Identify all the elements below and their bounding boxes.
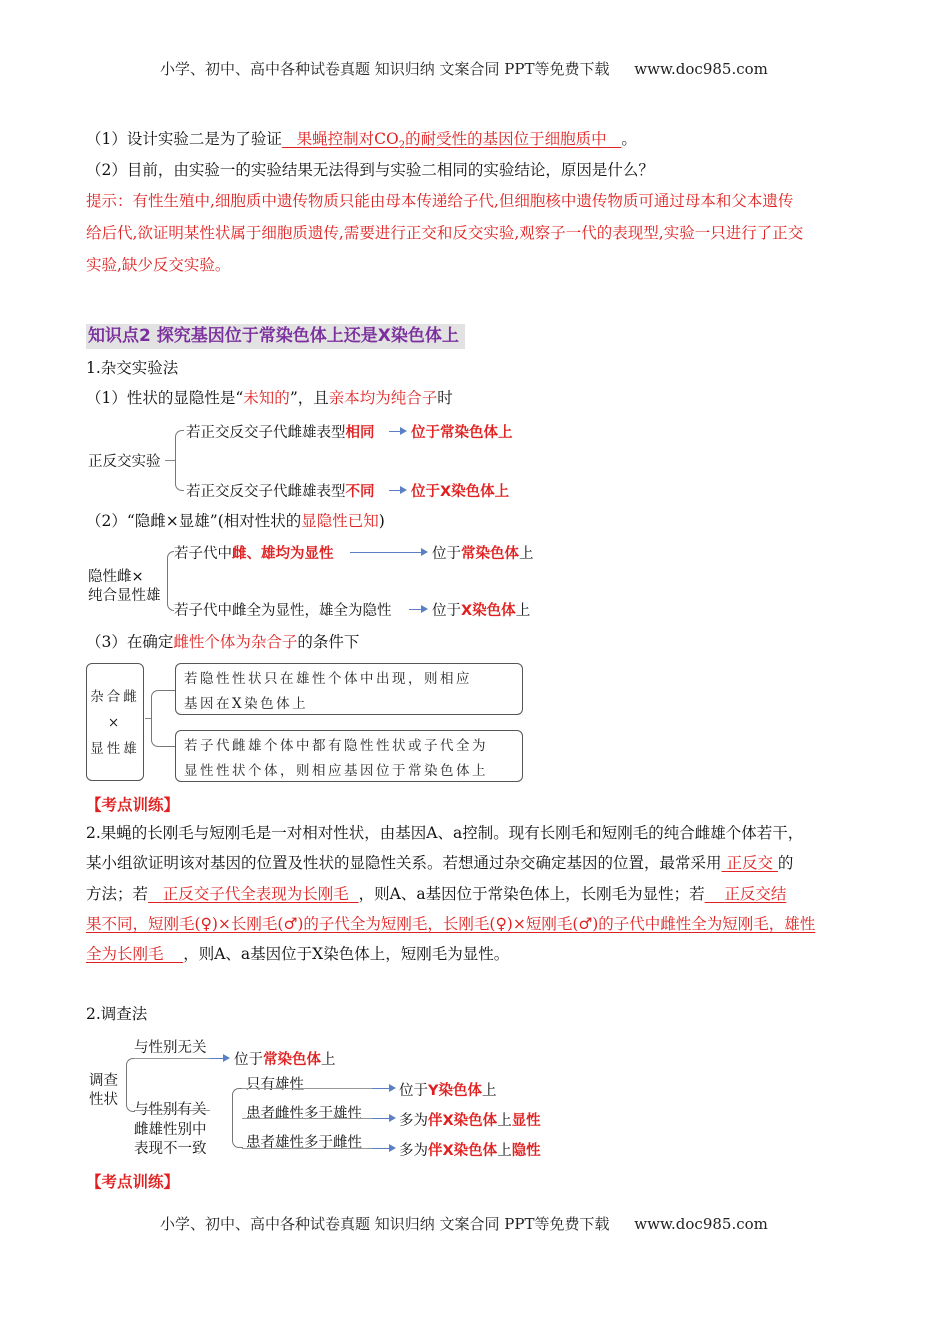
d3-box-2: 若子代雌雄个体中都有隐性性状或子代全为 显性性状个体，则相应基因位于常染色体上 xyxy=(175,730,523,782)
d4-branch-2: 与性别有关 xyxy=(134,1102,207,1118)
d4-branch-1: 与性别无关 xyxy=(134,1040,207,1056)
header-site: www.doc985.com xyxy=(634,60,768,78)
d3-box-1: 若隐性性状只在雄性个体中出现，则相应 基因在X染色体上 xyxy=(175,663,523,715)
d2-left-label: 隐性雌× 纯合显性雄 xyxy=(88,569,161,604)
method-1-case-2: （2）“隐雌×显雄”(相对性状的显隐性已知) xyxy=(86,512,385,530)
training-label-1: 【考点训练】 xyxy=(86,795,180,814)
method-1-case-1: （1）性状的显隐性是“未知的”，且亲本均为纯合子时 xyxy=(86,389,453,407)
t2-line-3: 方法；若 正反交子代全表现为长刚毛 ，则A、a基因位于常染色体上，长刚毛为显性；若 正反交结 xyxy=(86,885,787,903)
t2-line-4: 果不同，短刚毛(♀)×长刚毛(♂)的子代全为短刚毛，长刚毛(♀)×短刚毛(♂)的子代中雌性全为短刚毛，雄性 xyxy=(86,915,816,933)
q1-prefix: （1）设计实验二是为了验证 xyxy=(86,130,282,148)
d1-bottom-result: 位于X染色体上 xyxy=(411,484,510,500)
d1-top-result: 位于常染色体上 xyxy=(411,425,513,441)
d4-branch-2-sub: 雌雄性别中 表现不一致 xyxy=(134,1122,207,1157)
method-1-case-3: （3）在确定雌性个体为杂合子的条件下 xyxy=(86,633,360,651)
t2-line-2: 某小组欲证明该对基因的位置及性状的显隐性关系。若想通过杂交确定基因的位置，最常采用 正反交 的 xyxy=(86,854,794,872)
page-header xyxy=(160,58,768,79)
method-1-title: 1.杂交实验法 xyxy=(86,359,179,377)
page-footer xyxy=(160,1213,768,1234)
q1-answer: 果蝇控制对$CO_2$的耐受性的基因位于细胞质中 xyxy=(296,130,607,152)
d4-case-3-result: 多为伴X染色体上隐性 xyxy=(399,1143,541,1159)
d4-case-2: 患者雌性多于雄性 xyxy=(246,1106,362,1122)
method-2-title: 2.调查法 xyxy=(86,1005,148,1023)
d3-left-box: 杂合雌 × 显性雄 xyxy=(86,663,144,781)
d1-left-label: 正反交实验 xyxy=(88,454,161,470)
d1-bottom-text: 若正交反交子代雌雄表型不同 xyxy=(186,484,375,500)
training-label-2: 【考点训练】 xyxy=(86,1172,180,1191)
hint-line-2: 给后代,欲证明某性状属于细胞质遗传,需要进行正交和反交实验,观察子一代的表现型,实验一只进行了正交 xyxy=(86,224,804,242)
knowledge-point-title xyxy=(86,321,465,346)
footer-site: www.doc985.com xyxy=(634,1215,768,1233)
kp2-title-text: 知识点2 探究基因位于常染色体上还是X染色体上 xyxy=(86,324,465,349)
d4-case-2-result: 多为伴X染色体上显性 xyxy=(399,1113,541,1129)
footer-text: 小学、初中、高中各种试卷真题 知识归纳 文案合同 PPT等免费下载 xyxy=(160,1215,610,1233)
d4-root: 调查 性状 xyxy=(89,1073,118,1108)
d4-case-1: 只有雄性 xyxy=(246,1077,304,1093)
d2-top-text: 若子代中雌、雄均为显性 xyxy=(174,546,334,562)
d4-case-3: 患者雄性多于雌性 xyxy=(246,1135,362,1151)
q1-suffix: 。 xyxy=(621,130,637,148)
question-2: （2）目前，由实验一的实验结果无法得到与实验二相同的实验结论，原因是什么？ xyxy=(86,161,654,179)
d2-bottom-result: 位于X染色体上 xyxy=(432,603,531,619)
hint-line-1: 提示：有性生殖中,细胞质中遗传物质只能由母本传递给子代,但细胞核中遗传物质可通过母本和父本遗传 xyxy=(86,192,794,210)
t2-line-5: 全为长刚毛 ，则A、a基因位于X染色体上，短刚毛为显性。 xyxy=(86,945,510,963)
d2-bottom-text: 若子代中雌全为显性，雄全为隐性 xyxy=(174,603,392,619)
hint-line-3: 实验,缺少反交实验。 xyxy=(86,256,231,274)
t2-line-1: 2.果蝇的长刚毛与短刚毛是一对相对性状，由基因A、a控制。现有长刚毛和短刚毛的纯合雌雄个体若干， xyxy=(86,824,804,842)
d1-top-text: 若正交反交子代雌雄表型相同 xyxy=(186,425,375,441)
d4-branch-1-result: 位于常染色体上 xyxy=(234,1052,336,1068)
d4-case-1-result: 位于Y染色体上 xyxy=(399,1083,497,1099)
d2-top-result: 位于常染色体上 xyxy=(432,546,534,562)
header-text: 小学、初中、高中各种试卷真题 知识归纳 文案合同 PPT等免费下载 xyxy=(160,60,610,78)
